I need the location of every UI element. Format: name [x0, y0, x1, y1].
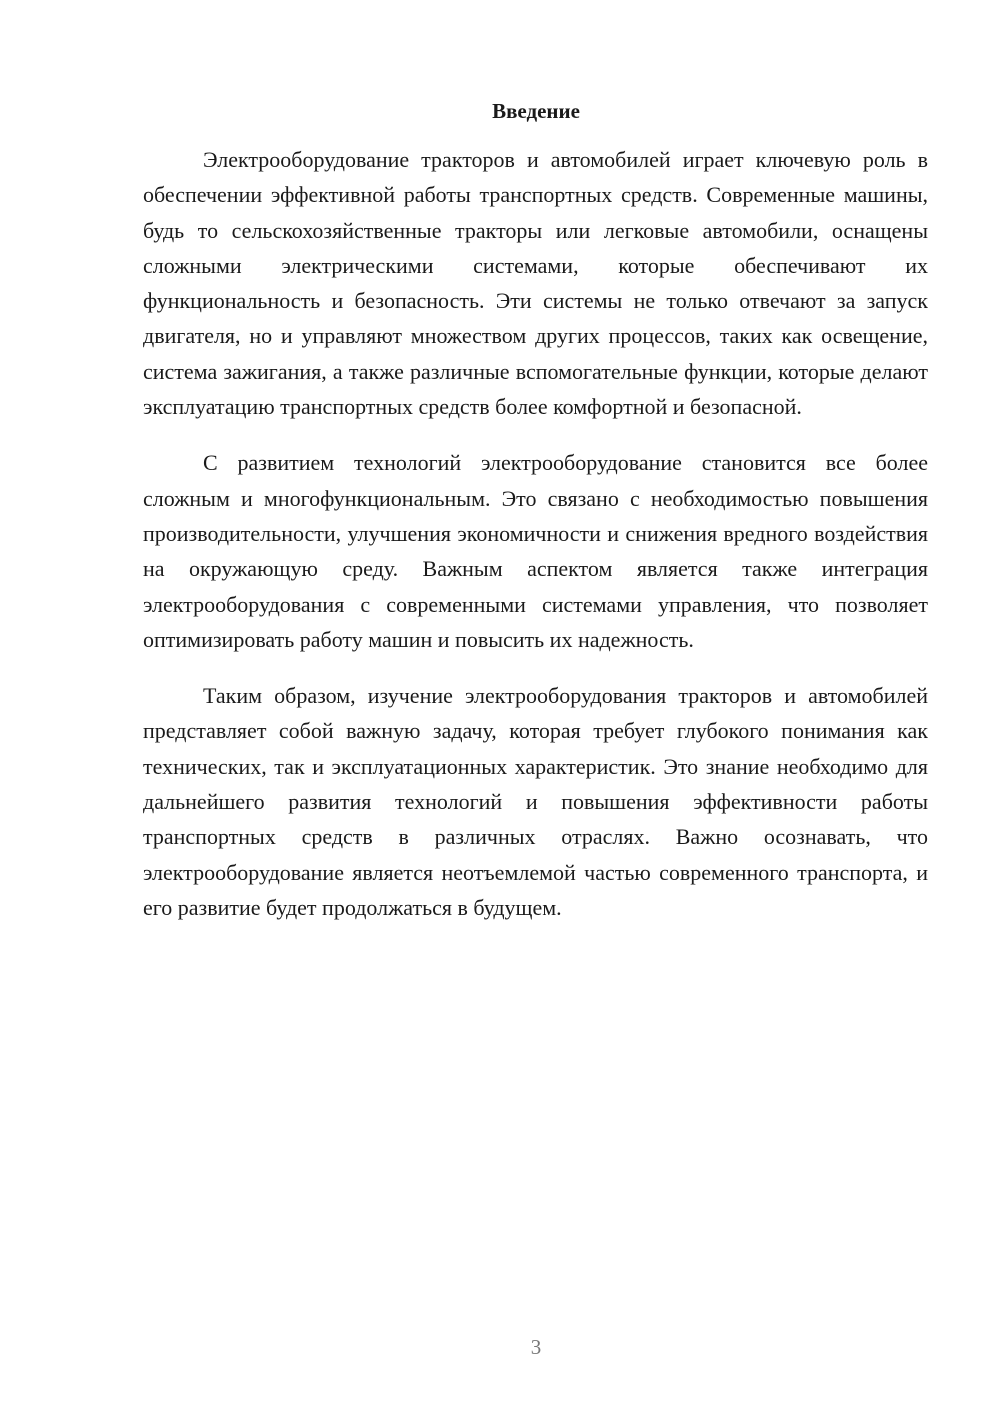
- paragraph: С развитием технологий электрооборудование становится все более сложным и многофункциональным. Это связано с необходимостью повышения производительности, улучшения экономичности и снижения вредного воздействия на окружающую среду. Важным аспектом является также интеграция электрооборудования с современными системами управления, что позволяет оптимизировать работу машин и повысить их надежность.: [143, 450, 928, 652]
- paragraph: Таким образом, изучение электрооборудования тракторов и автомобилей представляет собой важную задачу, которая требует глубокого понимания как технических, так и эксплуатационных характеристик. Это знание необходимо для дальнейшего развития технологий и повышения эффективности работы транспортных средств в различных отраслях. Важно осознавать, что электрооборудование является неотъемлемой частью современного транспорта, и его развитие будет продолжаться в будущем.: [143, 683, 928, 920]
- body-text: [143, 142, 928, 946]
- paragraph: Электрооборудование тракторов и автомобилей играет ключевую роль в обеспечении эффективной работы транспортных средств. Современные машины, будь то сельскохозяйственные тракторы или легковые автомобили, оснащены сложными электрическими системами, которые обеспечивают их функциональность и безопасность. Эти системы не только отвечают за запуск двигателя, но и управляют множеством других процессов, таких как освещение, система зажигания, а также различные вспомогательные функции, которые делают эксплуатацию транспортных средств более комфортной и безопасной.: [143, 147, 928, 420]
- section-title: Введение: [492, 99, 580, 123]
- page-number: 3: [530, 1335, 542, 1359]
